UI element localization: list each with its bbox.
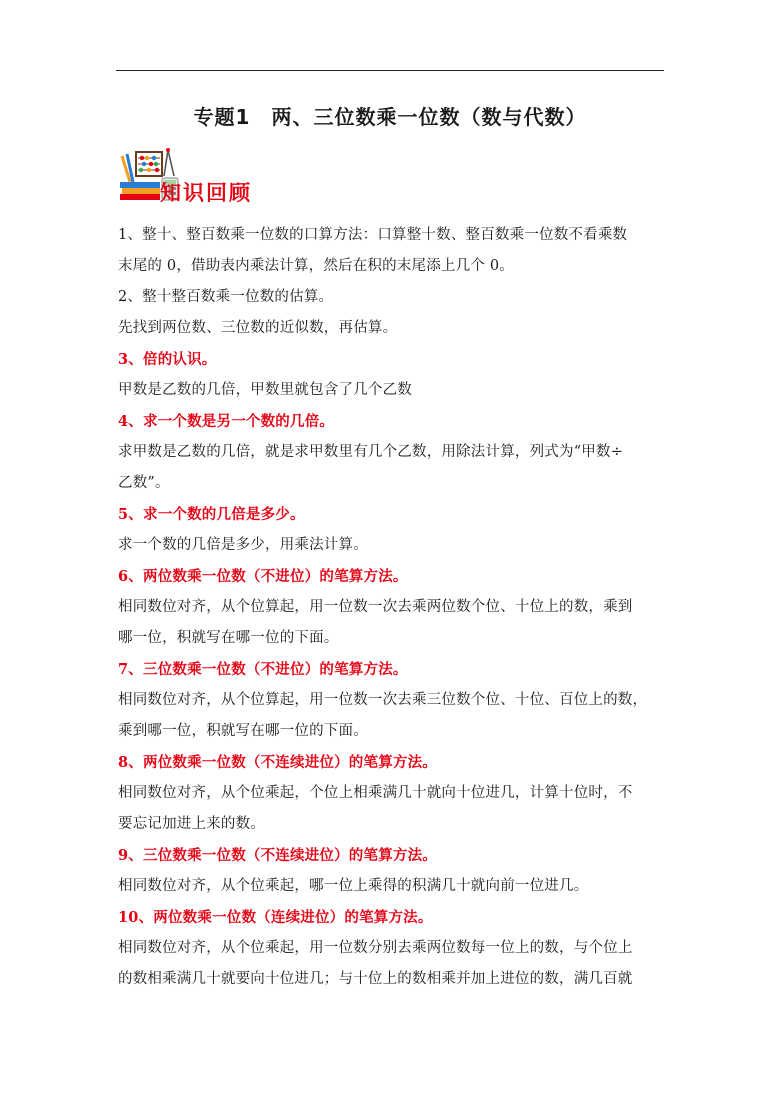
body-line: 要忘记加进上来的数。	[118, 816, 265, 832]
section-heading: 10、两位数乘一位数（连续进位）的笔算方法。	[118, 909, 433, 926]
body-line: 相同数位对齐，从个位算起，用一位数一次去乘三位数个位、十位、百位上的数，	[118, 692, 648, 708]
body-line: 的数相乘满几十就要向十位进几；与十位上的数相乘并加上进位的数，满几百就	[118, 971, 633, 987]
page-title: 专题1 两、三位数乘一位数（数与代数）	[193, 105, 587, 129]
body-line: 相同数位对齐，从个位乘起，哪一位上乘得的积满几十就向前一位进几。	[118, 878, 589, 894]
section-title: 知识回顾	[160, 180, 252, 205]
section-heading: 7、三位数乘一位数（不进位）的笔算方法。	[118, 661, 408, 678]
body-line: 先找到两位数、三位数的近似数，再估算。	[118, 320, 398, 336]
body-line: 相同数位对齐，从个位乘起，个位上相乘满几十就向十位进几，计算十位时，不	[118, 785, 633, 801]
body-line: 1、整十、整百数乘一位数的口算方法：口算整十数、整百数乘一位数不看乘数	[118, 227, 628, 243]
body-line: 乙数”。	[118, 475, 170, 491]
body-line: 求一个数的几倍是多少，用乘法计算。	[118, 537, 368, 553]
body-line: 乘到哪一位，积就写在哪一位的下面。	[118, 723, 368, 739]
section-heading: 4、求一个数是另一个数的几倍。	[118, 413, 335, 430]
body-line: 哪一位，积就写在哪一位的下面。	[118, 630, 339, 646]
section-heading: 5、求一个数的几倍是多少。	[118, 506, 305, 523]
body-line: 相同数位对齐，从个位算起，用一位数一次去乘两位数个位、十位上的数，乘到	[118, 599, 633, 615]
body-line: 求甲数是乙数的几倍，就是求甲数里有几个乙数，用除法计算，列式为“甲数÷	[118, 444, 624, 460]
section-heading: 6、两位数乘一位数（不进位）的笔算方法。	[118, 568, 408, 585]
header-rule	[116, 70, 664, 71]
content-body	[118, 220, 664, 995]
body-line: 2、整十整百数乘一位数的估算。	[118, 289, 334, 305]
body-line: 末尾的 0，借助表内乘法计算，然后在积的末尾添上几个 0。	[118, 258, 514, 274]
section-heading: 8、两位数乘一位数（不连续进位）的笔算方法。	[118, 754, 437, 771]
section-heading: 9、三位数乘一位数（不连续进位）的笔算方法。	[118, 847, 437, 864]
section-header	[118, 146, 418, 206]
body-line: 相同数位对齐，从个位乘起，用一位数分别去乘两位数每一位上的数，与个位上	[118, 940, 633, 956]
body-line: 甲数是乙数的几倍，甲数里就包含了几个乙数	[118, 382, 412, 398]
section-heading: 3、倍的认识。	[118, 351, 217, 368]
